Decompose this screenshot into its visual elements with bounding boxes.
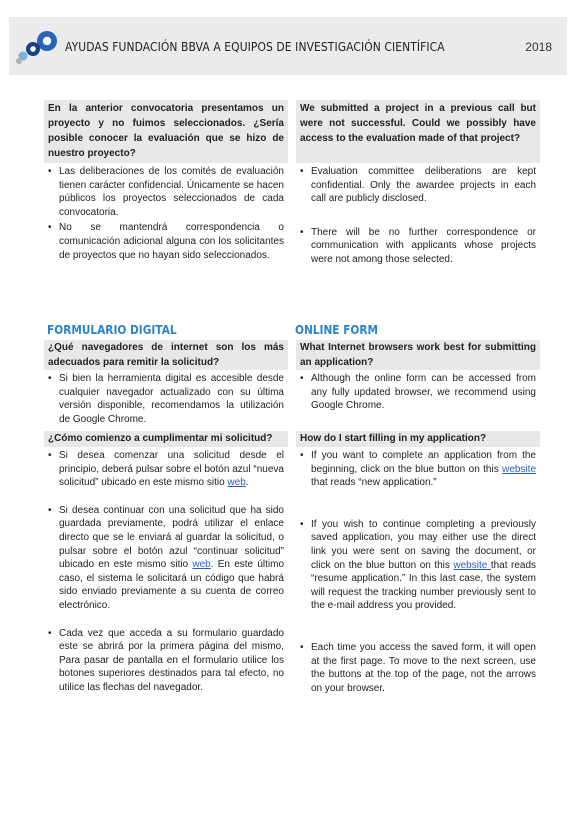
answer-text: . bbox=[245, 477, 249, 489]
header-year: 2018 bbox=[525, 40, 552, 54]
answer-text: If you wish to continue completing a previously saved application, you may either use the direct link you were sent on saving the document, or click on the blue button on this bbox=[311, 518, 536, 571]
answer-list-es bbox=[44, 163, 288, 262]
section-title-es: FORMULARIO DIGITAL bbox=[47, 323, 177, 337]
section-title-en: ONLINE FORM bbox=[295, 323, 379, 337]
answer-list-es bbox=[44, 370, 288, 426]
faq-block-browsers bbox=[44, 340, 540, 426]
question-en: How do I start filling in my application? bbox=[296, 431, 540, 447]
answer-text: If you want to complete an application from the beginning, click on the blue button on this bbox=[311, 450, 536, 475]
question-en: What Internet browsers work best for submitting an application? bbox=[296, 340, 540, 370]
website-link[interactable]: website bbox=[502, 463, 536, 475]
answer-item: • Evaluation committee deliberations are kept confidential. Only the awardee projects in each call are publicly disclosed. bbox=[296, 165, 540, 206]
answer-list-en bbox=[296, 370, 540, 413]
web-link[interactable]: web bbox=[192, 559, 211, 571]
answer-text: Si desea comenzar una solicitud desde el principio, deberá pulsar sobre el botón azul “nueva solicitud” ubicado en este mismo sitio bbox=[59, 450, 284, 489]
answer-list-en bbox=[296, 163, 540, 267]
question-es: ¿Cómo comienzo a cumplimentar mi solicitud? bbox=[44, 431, 288, 447]
web-link[interactable]: web bbox=[227, 477, 246, 489]
answer-item: • Each time you access the saved form, it will open at the first page. To move to the next screen, use the buttons at the top of the page, not the arrows on your browser. bbox=[296, 641, 540, 695]
answer-item: • Si bien la herramienta digital es accesible desde cualquier navegador actualizado con su última versión disponible, recomendamos la utilización de Google Chrome. bbox=[44, 372, 288, 426]
answer-list-es bbox=[44, 447, 288, 695]
answer-item bbox=[44, 449, 288, 490]
answer-item bbox=[296, 449, 540, 490]
answer-text: . En este último caso, el sistema le solicitará un código que habrá sido enviado previamente a su cuenta de correo electrónico. bbox=[59, 559, 285, 611]
question-en: We submitted a project in a previous call but were not successful. Could we possibly have access to the evaluation made of that project? bbox=[296, 100, 540, 163]
answer-item: • Cada vez que acceda a su formulario guardado este se abrirá por la primera página del mismo, Para pasar de pantalla en el formulario utilice los botones superiores destinados para tal efecto, no utilice las flechas del navegador. bbox=[44, 627, 288, 695]
answer-text: that reads “resume application.” In this last case, the system will request the tracking number previously sent to the e-mail address you provided. bbox=[311, 559, 537, 612]
faq-block-start bbox=[44, 431, 540, 695]
fbbva-logo-icon bbox=[16, 30, 60, 66]
website-link[interactable]: website bbox=[453, 559, 491, 571]
answer-text: Si desea continuar con una solicitud que ha sido guardada previamente, podrá utilizar el enlace directo que se le enviará al guardar la solicitud, o pulsar sobre el botón azul “continuar solicitud” ubicado en este mismo sitio bbox=[59, 504, 284, 571]
answer-item bbox=[296, 518, 540, 613]
answer-item: • Although the online form can be accessed from any fully updated browser, we recommend using Google Chrome. bbox=[296, 372, 540, 413]
question-es: En la anterior convocatoria presentamos un proyecto y no fuimos seleccionados. ¿Sería posible conocer la evaluación que se hizo de nuestro proyecto? bbox=[44, 100, 288, 163]
answer-item bbox=[44, 504, 288, 613]
answer-text: that reads “new application.” bbox=[311, 477, 437, 489]
answer-item: • No se mantendrá correspondencia o comunicación adicional alguna con los solicitantes de proyectos que no hayan sido seleccionados. bbox=[44, 221, 288, 262]
question-es: ¿Qué navegadores de internet son los más adecuados para remitir la solicitud? bbox=[44, 340, 288, 370]
answer-list-en bbox=[296, 447, 540, 695]
answer-item: • There will be no further correspondence or communication with applicants whose projects were not among those selected. bbox=[296, 226, 540, 267]
answer-item: • Las deliberaciones de los comités de evaluación tienen carácter confidencial. Únicamente se hacen públicos los proyectos seleccionados de cada convocatoria. bbox=[44, 165, 288, 219]
faq-block-evaluation bbox=[44, 100, 540, 267]
header-bar bbox=[9, 17, 567, 75]
header-title: AYUDAS FUNDACIÓN BBVA A EQUIPOS DE INVESTIGACIÓN CIENTÍFICA bbox=[65, 39, 445, 54]
